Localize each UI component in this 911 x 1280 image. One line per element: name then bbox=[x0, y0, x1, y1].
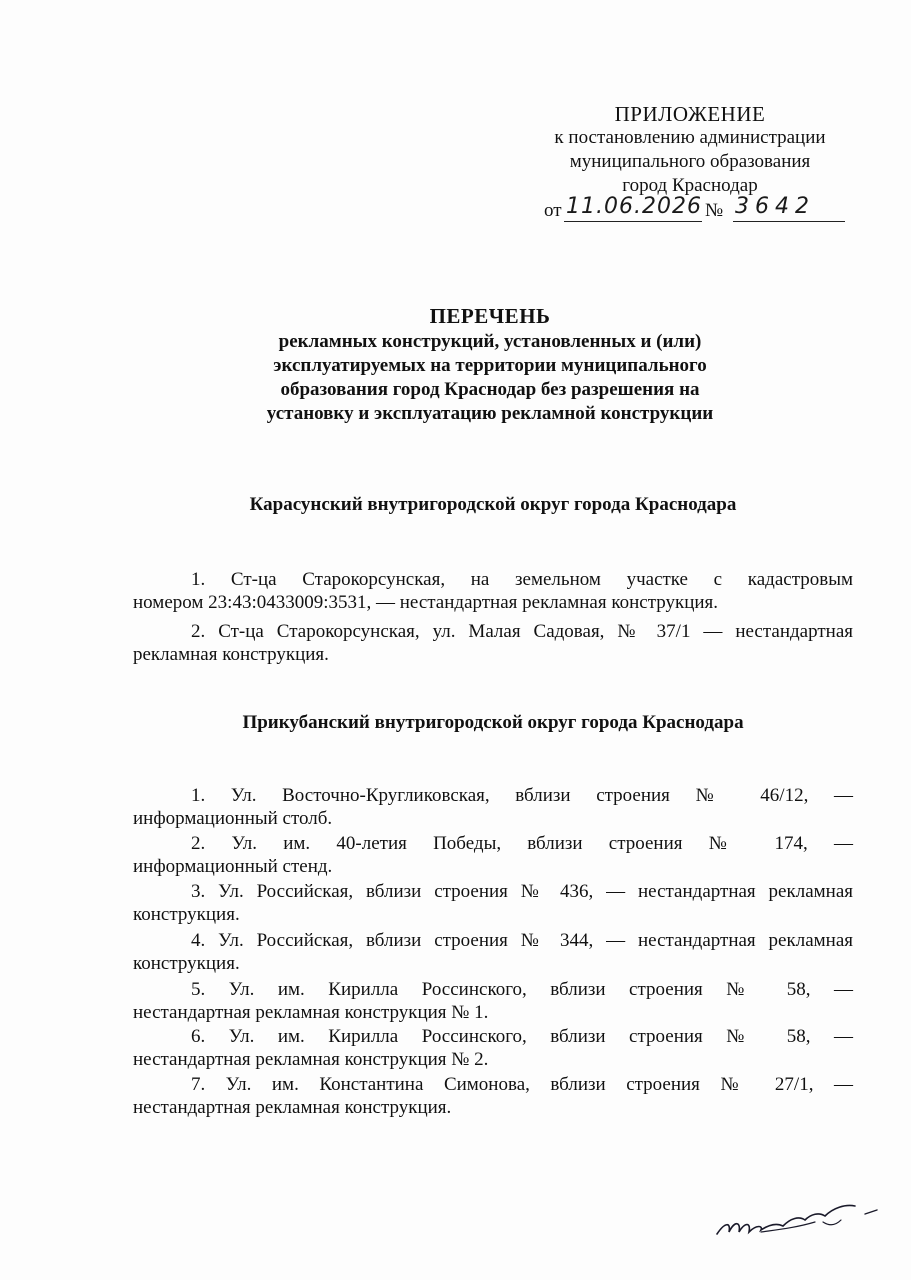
list-item: 3. Ул. Российская, вблизи строения № 436, — нестандартная рекламная конструкция. bbox=[133, 881, 853, 925]
list-item: 1. Ул. Восточно-Кругликовская, вблизи строения № 46/12, — информационный столб. bbox=[133, 785, 853, 829]
signature-image bbox=[705, 1192, 890, 1247]
appendix-header bbox=[520, 102, 860, 198]
list-item: 6. Ул. им. Кирилла Россинского, вблизи строения № 58, — нестандартная рекламная конструкция № 2. bbox=[133, 1026, 853, 1070]
list-item: 2. Ст-ца Старокорсунская, ул. Малая Садовая, № 37/1 — нестандартная рекламная конструкция. bbox=[133, 621, 853, 665]
date-underline bbox=[564, 221, 702, 222]
document-heading bbox=[180, 304, 800, 426]
number-prefix: № bbox=[705, 200, 724, 221]
heading-line-2: эксплуатируемых на территории муниципального bbox=[273, 355, 707, 376]
appendix-line-1: к постановлению администрации bbox=[554, 127, 826, 148]
list-item: 4. Ул. Российская, вблизи строения № 344, — нестандартная рекламная конструкция. bbox=[133, 930, 853, 974]
handwritten-number: 3642 bbox=[735, 194, 815, 219]
number-underline bbox=[733, 221, 845, 222]
list-item: 2. Ул. им. 40-летия Победы, вблизи строения № 174, — информационный стенд. bbox=[133, 833, 853, 877]
handwritten-date: 11.06.2026 bbox=[566, 194, 702, 219]
list-item: 5. Ул. им. Кирилла Россинского, вблизи строения № 58, — нестандартная рекламная конструкция № 1. bbox=[133, 979, 853, 1023]
appendix-line-2: муниципального образования bbox=[569, 151, 811, 172]
heading-title: ПЕРЕЧЕНЬ bbox=[429, 304, 551, 328]
appendix-line-3: город Краснодар bbox=[622, 175, 758, 196]
list-item: 7. Ул. им. Константина Симонова, вблизи строения № 27/1, — нестандартная рекламная конструкция. bbox=[133, 1074, 853, 1118]
heading-line-4: установку и эксплуатацию рекламной конструкции bbox=[266, 403, 714, 424]
date-number-line bbox=[540, 196, 860, 226]
heading-line-3: образования город Краснодар без разрешения на bbox=[280, 379, 700, 400]
date-prefix: от bbox=[544, 200, 562, 221]
heading-line-1: рекламных конструкций, установленных и (или) bbox=[278, 331, 702, 352]
list-item: 1. Ст-ца Старокорсунская, на земельном участке с кадастровым номером 23:43:0433009:3531, — нестандартная рекламная конструкция. bbox=[133, 569, 853, 613]
appendix-title: ПРИЛОЖЕНИЕ bbox=[614, 102, 766, 126]
section-title-prikubansky: Прикубанский внутригородской округ города Краснодара bbox=[242, 712, 744, 733]
section-title-karasunsky: Карасунский внутригородской округ города Краснодара bbox=[249, 494, 737, 515]
